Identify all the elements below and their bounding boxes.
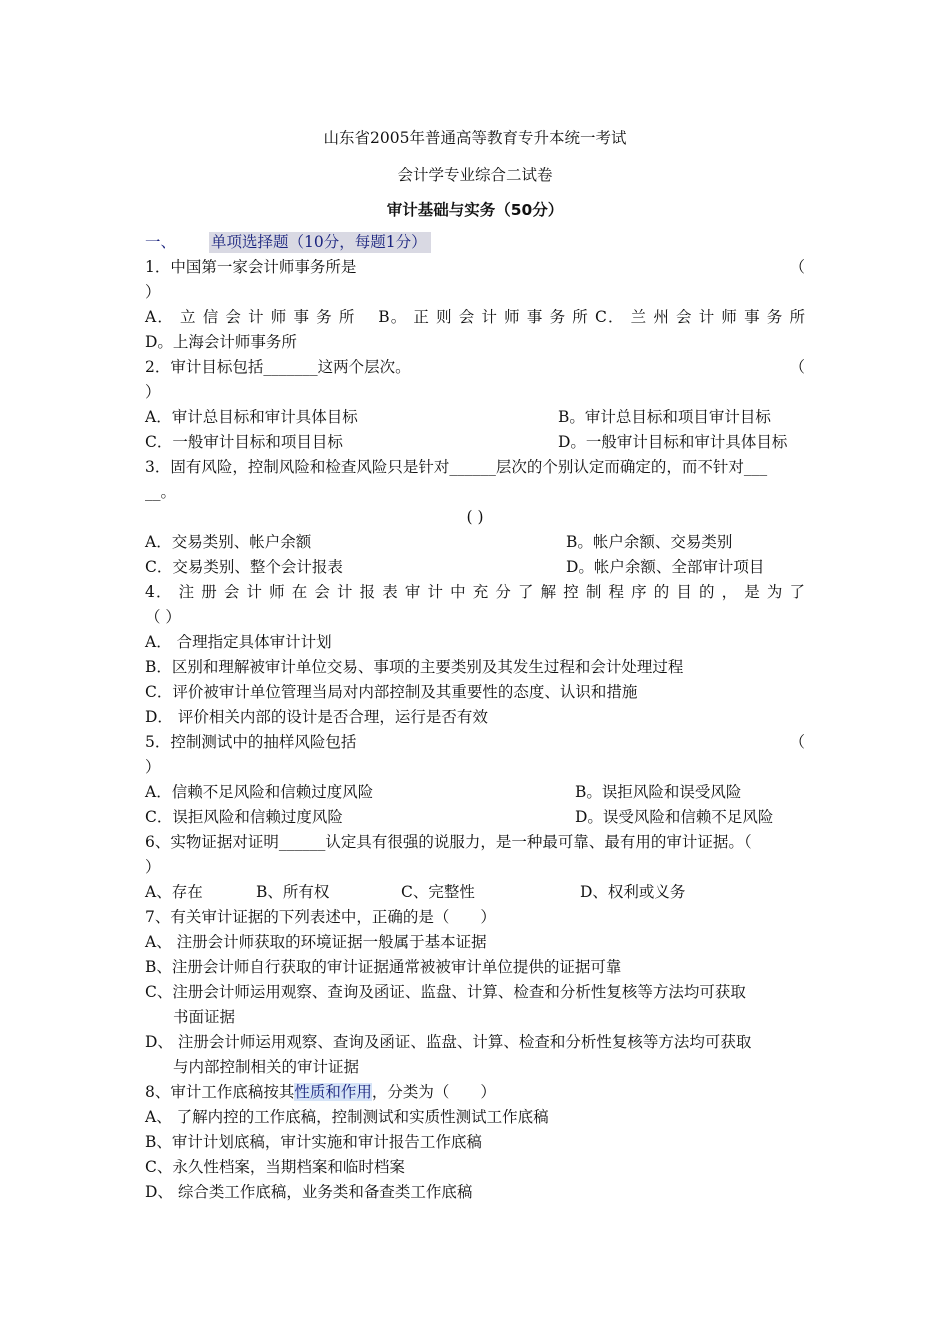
- option-d: D、权利或义务: [580, 883, 686, 901]
- option-a: A．审计总目标和审计具体目标: [145, 408, 358, 426]
- option-b: B。帐户余额、交易类别: [566, 533, 733, 551]
- option-b: B、所有权: [256, 883, 330, 901]
- option-c: C、完整性: [401, 883, 475, 901]
- answer-paren-close: ）: [145, 283, 161, 301]
- question-6-options: [145, 880, 805, 905]
- option-b: B。审计总目标和项目审计目标: [558, 408, 771, 426]
- question-4-stem: 4． 注 册 会 计 师 在 会 计 报 表 审 计 中 充 分 了 解 控 制 程 序 的 目 的 ， 是 为 了: [145, 583, 805, 601]
- question-4-option-b: B．区别和理解被审计单位交易、事项的主要类别及其发生过程和会计处理过程: [145, 658, 684, 676]
- question-7-stem: 7、有关审计证据的下列表述中，正确的是（ ）: [145, 908, 496, 926]
- question-text-end: ，分类为（ ）: [371, 1083, 496, 1101]
- question-4-option-a: A． 合理指定具体审计计划: [145, 633, 332, 651]
- answer-paren: ( ): [466, 508, 484, 526]
- option-a: A、存在: [145, 883, 203, 901]
- option-a: A．信赖不足风险和信赖过度风险: [145, 783, 374, 801]
- question-3-options-ab: [145, 530, 805, 555]
- question-2-options-ab: [145, 405, 805, 430]
- question-3-options-cd: [145, 555, 805, 580]
- answer-paren-open: （: [789, 258, 805, 276]
- highlighted-text: 性质和作用: [294, 1083, 372, 1101]
- question-8-option-b: B、审计计划底稿，审计实施和审计报告工作底稿: [145, 1133, 482, 1151]
- question-8-option-d: D、 综合类工作底稿，业务类和备查类工作底稿: [145, 1183, 473, 1201]
- question-1-options-abc: A． 立 信 会 计 师 事 务 所 B。 正 则 会 计 师 事 务 所 C． 兰 州 会 计 师 事 务 所: [145, 308, 805, 326]
- answer-paren-open: （: [789, 358, 805, 376]
- option-c: C．一般审计目标和项目目标: [145, 433, 343, 451]
- question-8-stem: [145, 1080, 805, 1105]
- question-text: 2．审计目标包括_______这两个层次。: [145, 358, 411, 376]
- question-8-option-a: A、 了解内控的工作底稿，控制测试和实质性测试工作底稿: [145, 1108, 549, 1126]
- answer-paren-open: （: [789, 733, 805, 751]
- question-8-option-c: C、永久性档案，当期档案和临时档案: [145, 1158, 405, 1176]
- question-1-stem: [145, 255, 805, 280]
- question-1-option-d: D。上海会计师事务所: [145, 333, 297, 351]
- question-2-stem: [145, 355, 805, 380]
- question-7-option-c: C、注册会计师运用观察、查询及函证、监盘、计算、检查和分析性复核等方法均可获取: [145, 983, 746, 1001]
- option-d: D。一般审计目标和审计具体目标: [558, 433, 788, 451]
- question-5-options-cd: [145, 805, 805, 830]
- paper-title: 会计学专业综合二试卷: [397, 166, 553, 184]
- answer-paren: （ ）: [145, 608, 181, 626]
- option-c: C．交易类别、整个会计报表: [145, 558, 343, 576]
- question-7-option-b: B、注册会计师自行获取的审计证据通常被被审计单位提供的证据可靠: [145, 958, 622, 976]
- question-3-stem-cont: __。: [145, 483, 177, 501]
- option-a: A．交易类别、帐户余额: [145, 533, 312, 551]
- question-7-option-c-cont: 书面证据: [173, 1008, 236, 1026]
- question-4-option-c: C．评价被审计单位管理当局对内部控制及其重要性的态度、认识和措施: [145, 683, 638, 701]
- section-title: 单项选择题（10分，每题1分）: [209, 232, 431, 253]
- question-text: 5．控制测试中的抽样风险包括: [145, 733, 357, 751]
- option-c: C．误拒风险和信赖过度风险: [145, 808, 343, 826]
- question-3-stem: 3．固有风险，控制风险和检查风险只是针对______层次的个别认定而确定的，而不针对___: [145, 458, 768, 476]
- question-5-stem: [145, 730, 805, 755]
- answer-paren-close: ）: [145, 858, 161, 876]
- question-2-options-cd: [145, 430, 805, 455]
- question-7-option-d-cont: 与内部控制相关的审计证据: [173, 1058, 360, 1076]
- answer-paren-close: ）: [145, 383, 161, 401]
- option-d: D。误受风险和信赖不足风险: [575, 808, 774, 826]
- question-5-options-ab: [145, 780, 805, 805]
- section-heading: [145, 230, 805, 255]
- subject-title: 审计基础与实务（50分）: [386, 201, 564, 219]
- question-7-option-a: A、 注册会计师获取的环境证据一般属于基本证据: [145, 933, 487, 951]
- question-text: 8、审计工作底稿按其: [145, 1083, 295, 1101]
- question-6-stem: 6、实物证据对证明______认定具有很强的说服力，是一种最可靠、最有用的审计证据。（: [145, 833, 752, 851]
- question-7-option-d: D、 注册会计师运用观察、查询及函证、监盘、计算、检查和分析性复核等方法均可获取: [145, 1033, 752, 1051]
- question-4-option-d: D． 评价相关内部的设计是否合理，运行是否有效: [145, 708, 488, 726]
- section-number: 一、: [145, 233, 177, 251]
- question-text: 1．中国第一家会计师事务所是: [145, 258, 357, 276]
- answer-paren-close: ）: [145, 758, 161, 776]
- exam-title: 山东省2005年普通高等教育专升本统一考试: [323, 129, 627, 147]
- option-b: B。误拒风险和误受风险: [575, 783, 742, 801]
- option-d: D。帐户余额、全部审计项目: [566, 558, 765, 576]
